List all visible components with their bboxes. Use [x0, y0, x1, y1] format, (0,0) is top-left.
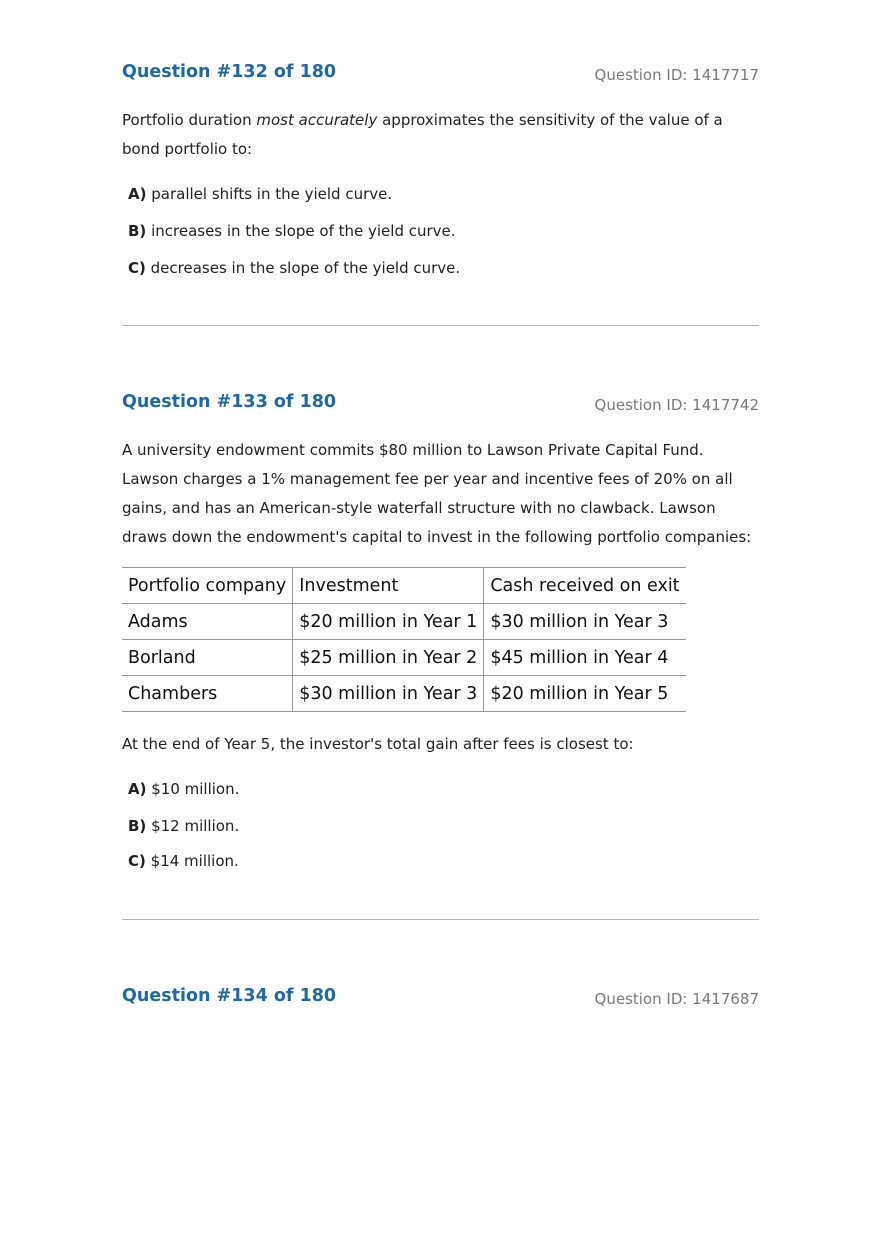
stem-text-start: Portfolio duration [122, 111, 257, 129]
choice-letter: C) [128, 852, 146, 870]
choice-letter: A) [128, 780, 147, 798]
question-id: Question ID: 1417717 [594, 66, 759, 84]
table-cell: Chambers [122, 676, 293, 712]
table-cell: Borland [122, 640, 293, 676]
answer-choice-c[interactable] [128, 851, 239, 871]
question-134-header [122, 986, 759, 1016]
answer-choice-c[interactable] [128, 258, 460, 278]
table-header-cell: Cash received on exit [484, 568, 686, 604]
answer-choice-b[interactable] [128, 816, 239, 836]
table-header-cell: Portfolio company [122, 568, 293, 604]
choice-letter: C) [128, 259, 146, 277]
answer-choice-a[interactable] [128, 184, 392, 204]
table-cell: Adams [122, 604, 293, 640]
choice-text: $12 million. [151, 817, 240, 835]
question-stem: A university endowment commits $80 million to Lawson Private Capital Fund. Lawson charges a 1% management fee per year and incentive fees of 20% on all gains, and has an American-style waterfall structure with no clawback. Lawson draws down the endowment's capital to invest in the following portfolio companies: [122, 441, 752, 546]
choice-letter: B) [128, 222, 147, 240]
table-cell: $30 million in Year 3 [484, 604, 686, 640]
answer-choice-a[interactable] [128, 779, 239, 799]
choice-letter: B) [128, 817, 147, 835]
table-cell: $45 million in Year 4 [484, 640, 686, 676]
stem-emphasis: most accurately [256, 111, 378, 129]
choice-text: increases in the slope of the yield curve. [151, 222, 456, 240]
portfolio-table [122, 567, 686, 712]
choice-text: $10 million. [151, 780, 240, 798]
question-prompt: At the end of Year 5, the investor's total gain after fees is closest to: [122, 735, 634, 753]
choice-text: $14 million. [150, 852, 239, 870]
table-cell: $20 million in Year 5 [484, 676, 686, 712]
table-header-cell: Investment [293, 568, 484, 604]
question-id: Question ID: 1417742 [594, 396, 759, 414]
table-cell: $20 million in Year 1 [293, 604, 484, 640]
question-132-header [122, 62, 759, 92]
table-header-row [122, 568, 686, 604]
choice-letter: A) [128, 185, 147, 203]
table-row [122, 676, 686, 712]
stem-text-end: approximates the sensitivity of the value of a bond portfolio to: [122, 111, 723, 158]
choice-text: parallel shifts in the yield curve. [151, 185, 393, 203]
answer-choice-b[interactable] [128, 221, 456, 241]
question-divider [122, 919, 759, 920]
question-stem [122, 106, 759, 164]
table-cell: $25 million in Year 2 [293, 640, 484, 676]
table-cell: $30 million in Year 3 [293, 676, 484, 712]
question-133-header [122, 392, 759, 422]
question-divider [122, 325, 759, 326]
choice-text: decreases in the slope of the yield curve. [150, 259, 461, 277]
question-id: Question ID: 1417687 [594, 990, 759, 1008]
question-title: Question #132 of 180 [122, 62, 337, 82]
question-title: Question #134 of 180 [122, 986, 337, 1006]
table-row [122, 640, 686, 676]
question-title: Question #133 of 180 [122, 392, 337, 412]
table-row [122, 604, 686, 640]
